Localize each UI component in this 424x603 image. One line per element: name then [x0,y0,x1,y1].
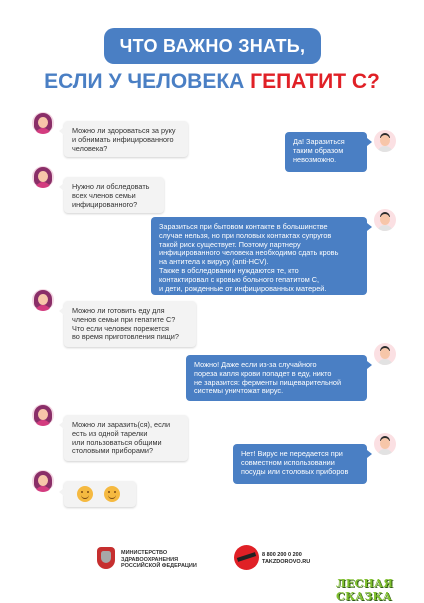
message-text: Нужно ли обследовать всех членов семьи инфицированного? [72,182,150,209]
title-line2-part1: ЕСЛИ У ЧЕЛОВЕКА [44,70,251,93]
message-text: Можно ли готовить еду для членов семьи при гепатите С? Что если человек порежется во время приготовления пищи? [72,306,179,342]
title-banner [104,28,321,64]
man-avatar [374,209,396,231]
message-text: Да! Заразиться таким образом невозможно. [293,137,345,164]
woman-avatar [32,470,54,492]
man-avatar [374,433,396,455]
ministry-line: РОССИЙСКОЙ ФЕДЕРАЦИИ [121,563,197,569]
question-bubble [64,177,164,213]
site-link[interactable]: TAKZDOROVO.RU [262,559,311,565]
answer-bubble [233,444,367,484]
smile-icon [77,486,93,502]
man-avatar [374,343,396,365]
hotline-phone: 8 800 200 0 200 [262,552,302,558]
title-line2-part2: ГЕПАТИТ С? [250,70,380,93]
woman-avatar [32,289,54,311]
question-bubble [64,121,188,157]
ministry-line: МИНИСТЕРСТВО [121,550,168,556]
message-text: Нет! Вирус не передается при совместном использовании посуды или столовых приборов [241,449,349,476]
title-line1: ЧТО ВАЖНО ЗНАТЬ, [119,36,306,56]
message-text: Можно! Даже если из-за случайного пореза капля крови попадет в еду, никто не заразится: ферменты пищеварительной системы уничтожат вирус. [194,360,342,396]
brand-logo: ЛЕСНАЯ СКАЗКА [336,577,394,603]
message-text: Заразиться при бытовом контакте в большинстве случае нельзя, но при половых контактах супругов такой риск существует. Поэтому партнеру инфицированного человека необходимо сдать кровь на антитела к вирусу (anti-HCV). Также в обследовании нуждаются те, кто контактировал с кровью больного гепатитом С, и дети, рожденные от инфицированных матерей. [159,222,339,293]
answer-bubble [285,132,367,172]
ministry-emblem-icon [97,547,115,569]
woman-avatar [32,166,54,188]
answer-bubble [151,217,367,295]
message-text: Можно ли заразить(ся), если есть из одной тарелки или пользоваться общими столовыми приборами? [72,420,171,456]
title-line2 [0,70,424,94]
question-bubble [64,301,196,347]
man-avatar [374,130,396,152]
emoji-bubble [64,481,136,507]
question-bubble [64,415,188,461]
takzdorovo-contacts [262,552,310,566]
takzdorovo-logo-icon [234,545,259,570]
ministry-line: ЗДРАВООХРАНЕНИЯ [121,556,179,563]
woman-avatar [32,404,54,426]
answer-bubble [186,355,367,401]
woman-avatar [32,112,54,134]
ministry-name [121,550,197,570]
smile-icon [104,486,120,502]
message-text: Можно ли здороваться за руку и обнимать инфицированного человека? [72,126,176,153]
